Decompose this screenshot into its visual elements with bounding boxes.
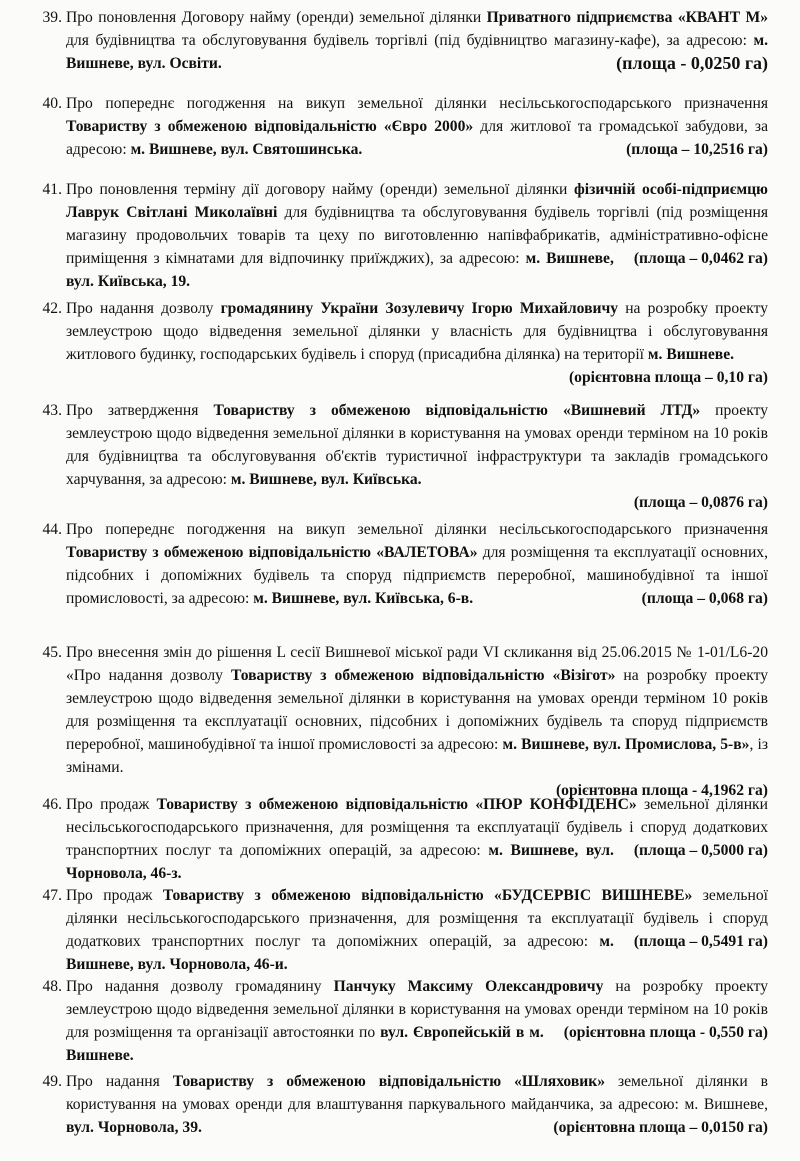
item-number: 46.: [42, 796, 62, 813]
area-value: (площа - 0,0250 га): [616, 53, 768, 73]
text-run: для житлової та громадської забудови, за адресою:: [66, 118, 768, 158]
area-value: (площа – 0,5491 га): [633, 933, 768, 950]
text-run: Про надання дозволу громадянину: [66, 978, 334, 995]
item-text: [66, 6, 768, 75]
bold-text: Товариству з обмеженою відповідальністю «ВАЛЕТОВА»: [66, 544, 478, 561]
text-run: земельної ділянки несільськогосподарського призначення, для розміщення та експлуатації будівель і споруд додаткових транспортних послуг та допоміжних операцій, за адресою:: [66, 796, 768, 859]
item-number: 42.: [42, 300, 62, 317]
agenda-item: [22, 6, 768, 75]
bold-text: Товариству з обмеженою відповідальністю «Візігот»: [231, 667, 616, 684]
bold-text: Товариству з обмеженою відповідальністю «Євро 2000»: [66, 118, 474, 135]
bold-text: Товариству з обмеженою відповідальністю «Шляховик»: [172, 1073, 606, 1090]
bold-text: м. Вишневе, вул. Освіти.: [66, 32, 768, 72]
item-number: 49.: [42, 1073, 62, 1090]
item-text: [66, 399, 768, 514]
agenda-item: [22, 793, 768, 885]
text-run: для будівництва та обслуговування будівель торгівлі (під будівництво магазину-кафе), за адресою:: [66, 32, 754, 49]
text-run: Про попереднє погодження на викуп земельної ділянки несільськогосподарського призначення: [66, 95, 768, 112]
text-run: Про попереднє погодження на викуп земельної ділянки несільськогосподарського призначення: [66, 521, 768, 538]
item-number: 40.: [42, 95, 62, 112]
bold-text: м. Вишневе.: [647, 346, 735, 363]
agenda-item: [22, 1070, 768, 1139]
agenda-item: [22, 297, 768, 389]
area-value: (площа – 0,0876 га): [633, 494, 768, 511]
bold-text: м. Вишневе, вул. Промислова, 5-в»: [502, 736, 750, 753]
bold-text: Панчуку Максиму Олександровичу: [333, 978, 604, 995]
bold-text: вул. Європейській в м. Вишневе.: [66, 1024, 544, 1064]
text-run: земельної ділянки несільськогосподарського призначення, для розміщення та експлуатації будівель і споруд додаткових транспортних послуг та допоміжних операцій, за адресою:: [66, 887, 768, 950]
item-text: [66, 178, 768, 293]
area-value: (площа – 10,2516 га): [626, 141, 768, 158]
area-value: (орієнтовна площа – 0,0150 га): [553, 1119, 768, 1136]
bold-text: м. Вишневе, вул. Святошинська.: [130, 141, 363, 158]
text-run: на розробку проекту землеустрою щодо відведення земельної ділянки в користування на умовах оренди терміном на 10 років для розміщення та організації автостоянки по: [66, 978, 768, 1041]
bold-text: м. Вишневе, вул. Чорновола, 46-и.: [66, 933, 614, 973]
item-number: 44.: [42, 521, 62, 538]
item-number: 45.: [42, 644, 62, 661]
bold-text: Товариству з обмеженою відповідальністю «Вишневий ЛТД»: [213, 402, 701, 419]
item-number: 41.: [42, 181, 62, 198]
area-value: (орієнтовна площа – 0,10 га): [568, 369, 768, 386]
item-text: [66, 518, 768, 610]
item-text: [66, 793, 768, 885]
bold-text: м. Вишневе, вул. Київська, 19.: [66, 250, 614, 290]
item-text: [66, 641, 768, 802]
text-run: , із змінами.: [66, 736, 768, 776]
bold-text: м. Вишневе, вул. Чорновола, 46-з.: [66, 842, 614, 882]
text-run: проекту землеустрою щодо відведення земельної ділянки в користування на умовах оренди терміном на 10 років для будівництва та обслуговування об'єктів туристичної інфраструктури та закладів громадського харчування, за адресою:: [66, 402, 768, 488]
text-run: на розробку проекту землеустрою щодо відведення земельної ділянки у власність для будівництва і обслуговування житлового будинку, господарських будівель і споруд (присадибна ділянка) на території: [66, 300, 768, 363]
agenda-item: [22, 178, 768, 293]
agenda-item: [22, 518, 768, 610]
area-value: (площа – 0,5000 га): [633, 842, 768, 859]
text-run: на розробку проекту землеустрою щодо відведення земельної ділянки в користування на умовах оренди терміном 10 років для розміщення та експлуатації основних, підсобних і допоміжних будівель та споруд підприємств переробної, машинобудівної та іншої промисловості за адресою:: [66, 667, 768, 753]
item-text: [66, 975, 768, 1067]
agenda-item: [22, 399, 768, 514]
area-value: (площа – 0,0462 га): [633, 250, 768, 267]
text-run: Про поновлення Договору найму (оренди) земельної ділянки: [66, 9, 487, 26]
item-number: 47.: [42, 887, 62, 904]
text-run: земельної ділянки в користування на умовах оренди для влаштування паркувального майданчика, за адресою: м. Вишневе,: [66, 1073, 768, 1113]
text-run: Про поновлення терміну дії договору найму (оренди) земельної ділянки: [66, 181, 574, 198]
item-number: 48.: [42, 978, 62, 995]
agenda-item: [22, 884, 768, 976]
text-run: для будівництва та обслуговування будівель торгівлі (під розміщення магазину продовольчих товарів та цеху по виготовленню напівфабрикатів, адміністративно-офісне приміщення з кімнатами для відпочинку приїжджих), за адресою:: [66, 204, 768, 267]
bold-text: Товариству з обмеженою відповідальністю «БУДСЕРВІС ВИШНЕВЕ»: [162, 887, 693, 904]
text-run: для розміщення та експлуатації основних, підсобних і допоміжних будівель та споруд підприємств переробної, машинобудівної та іншої промисловості, за адресою:: [66, 544, 769, 607]
text-run: Про внесення змін до рішення L сесії Вишневої міської ради VI скликання від 25.06.2015 № 1-01/L6-20 «Про надання дозволу: [66, 644, 768, 684]
bold-text: м. Вишневе, вул. Київська.: [230, 471, 422, 488]
bold-text: Товариству з обмеженою відповідальністю «ПЮР КОНФІДЕНС»: [156, 796, 637, 813]
item-number: 39.: [42, 9, 62, 26]
agenda-item: [22, 641, 768, 802]
bold-text: вул. Чорновола, 39.: [66, 1119, 202, 1136]
text-run: Про затвердження: [66, 402, 214, 419]
bold-text: Приватного підприємства «КВАНТ М»: [486, 9, 768, 26]
item-text: [66, 92, 768, 161]
text-run: Про надання: [66, 1073, 173, 1090]
bold-text: фізичній особі-підприємцю Лаврук Світлані Миколаївні: [66, 181, 768, 221]
text-run: Про продаж: [66, 887, 163, 904]
text-run: Про надання дозволу: [66, 300, 221, 317]
text-run: Про продаж: [66, 796, 157, 813]
bold-text: громадянину України Зозулевичу Ігорю Михайловичу: [220, 300, 619, 317]
area-value: (площа – 0,068 га): [641, 590, 768, 607]
area-value: (орієнтовна площа - 4,1962 га): [555, 782, 768, 799]
item-text: [66, 884, 768, 976]
item-number: 43.: [42, 402, 62, 419]
item-text: [66, 297, 768, 386]
area-value: (орієнтовна площа - 0,550 га): [563, 1024, 768, 1041]
bold-text: м. Вишневе, вул. Київська, 6-в.: [253, 590, 474, 607]
agenda-item: [22, 975, 768, 1067]
agenda-item: [22, 92, 768, 161]
item-text: [66, 1070, 768, 1139]
